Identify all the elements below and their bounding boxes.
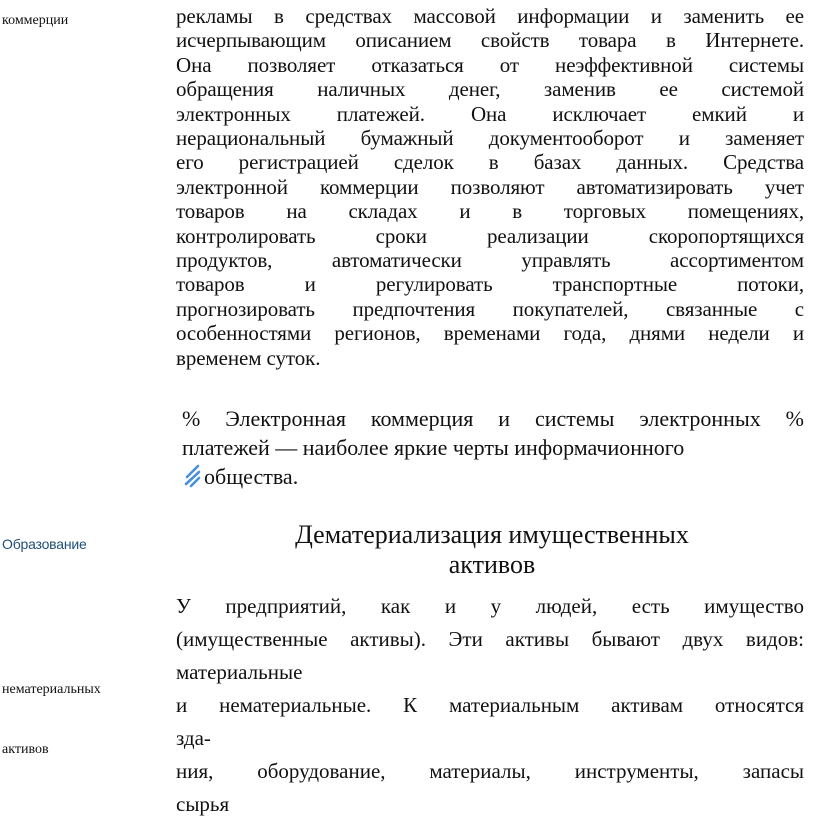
text-line: товаров на складах и в торговых помещениях, — [176, 199, 804, 224]
quote-line-with-icon — [182, 462, 804, 491]
text-line: временем суток. — [176, 345, 321, 370]
text-line: электронной коммерции позволяют автоматизировать учет — [176, 174, 804, 199]
text-line: материальные — [176, 660, 303, 684]
text-line: электронных платежей. Она исключает емкий и — [176, 101, 804, 126]
section-heading — [176, 520, 808, 580]
margin-note-education: Образование — [2, 536, 87, 552]
text-line: исчерпывающим описанием свойств товара в Интернете. — [176, 28, 804, 53]
paragraph-ecommerce — [176, 4, 804, 370]
text-line: обращения наличных денег, заменив ее системой — [176, 77, 804, 102]
text-line: и нематериальные. К материальным активам относятся — [176, 693, 804, 717]
text-line: (имущественные активы). Эти активы бывают двух видов: — [176, 627, 804, 651]
text-line: контролировать сроки реализации скоропортящихся — [176, 223, 804, 248]
text-line: товаров и регулировать транспортные потоки, — [176, 272, 804, 297]
text-line: нерациональный бумажный документооборот и заменяет — [176, 126, 804, 151]
text-line: Она позволяет отказаться от неэффективной системы — [176, 52, 804, 77]
margin-note-intangible: нематериальных — [2, 682, 101, 697]
margin-note-assets: активов — [2, 742, 49, 757]
quote-line: платежей — наиболее яркие черты информачионного — [182, 435, 685, 460]
quote-line: % Электронная коммерция и системы электронных % — [182, 406, 804, 431]
text-line: рекламы в средствах массовой информации и заменить ее — [176, 4, 804, 28]
text-line: сырья — [176, 792, 230, 816]
text-line: У предприятий, как и у людей, есть имущество — [176, 594, 804, 618]
text-line: продуктов, автоматически управлять ассортиментом — [176, 248, 804, 273]
slash-marker-icon — [182, 464, 202, 488]
text-line: ния, оборудование, материалы, инструменты, запасы — [176, 759, 804, 783]
heading-line: активов — [448, 550, 536, 579]
quote-line-text: общества. — [204, 464, 299, 489]
text-line: особенностями регионов, временами года, днями недели и — [176, 321, 804, 346]
highlight-quote — [182, 404, 804, 491]
paragraph-assets — [176, 590, 804, 821]
text-line: прогнозировать предпочтения покупателей, связанные с — [176, 296, 804, 321]
text-line: его регистрацией сделок в базах данных. Средства — [176, 150, 804, 175]
margin-note-commerce: коммерции — [2, 13, 69, 28]
text-line: зда- — [176, 726, 211, 750]
heading-line: Дематериализация имущественных — [295, 520, 689, 549]
